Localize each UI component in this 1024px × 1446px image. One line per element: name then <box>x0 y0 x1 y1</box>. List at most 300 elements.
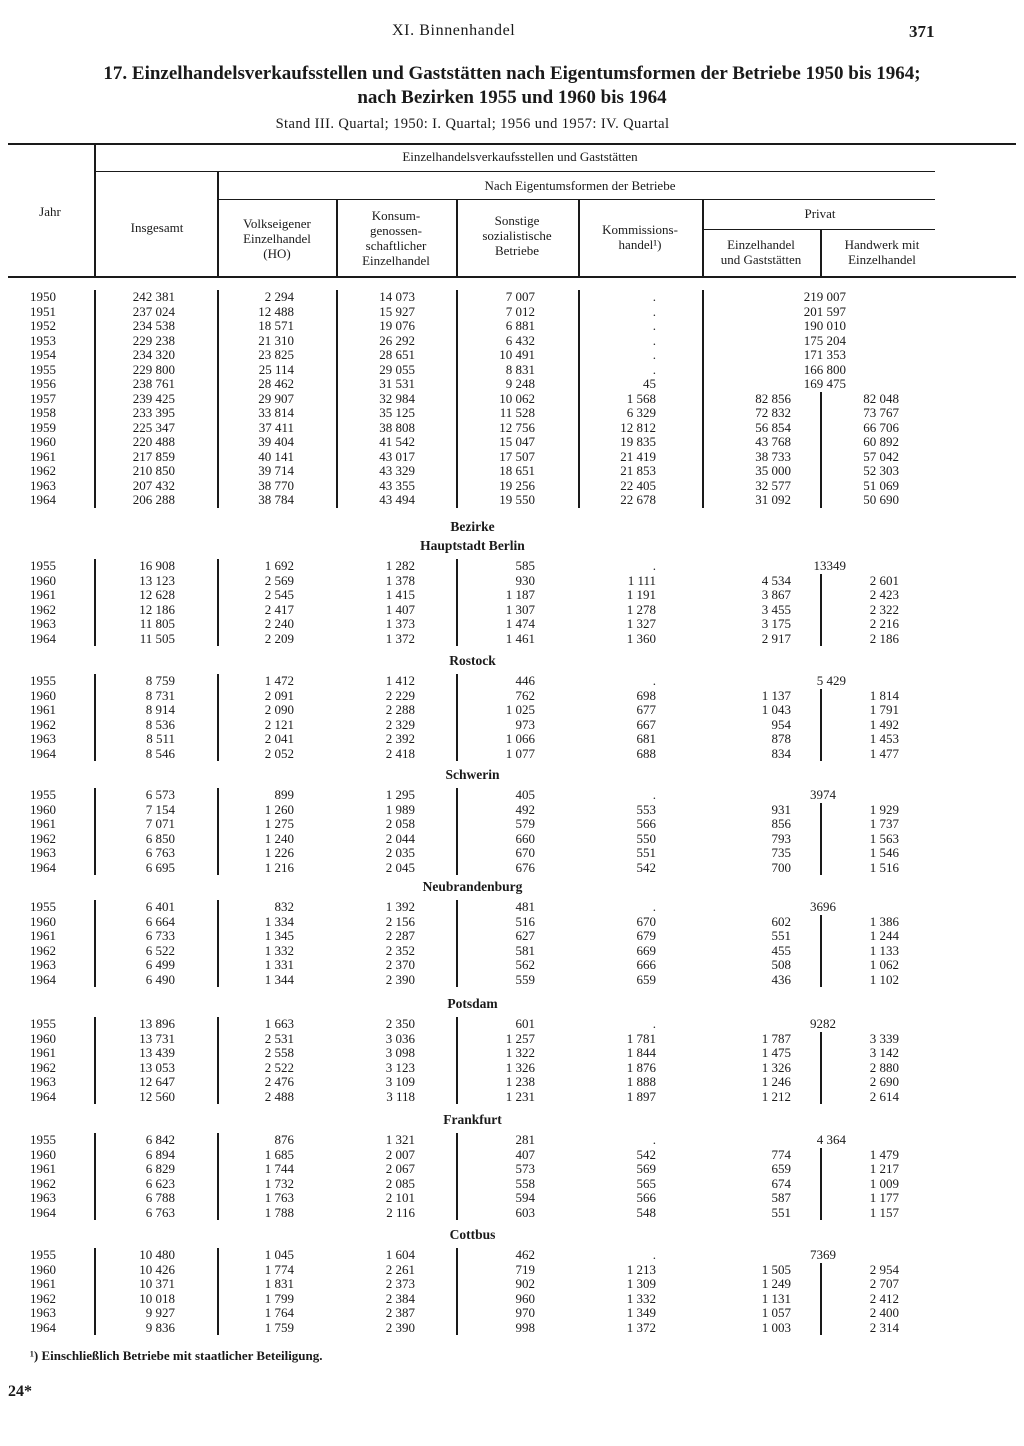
konsum-cell: 1 989 <box>385 801 415 817</box>
einzelhandel-cell: 659 <box>771 1161 791 1176</box>
ho-cell: 2 294 <box>264 289 294 304</box>
sonstige-cell: 407 <box>515 1146 535 1162</box>
sonstige-cell: 1 307 <box>505 601 535 617</box>
ho-cell: 1 831 <box>264 1276 294 1291</box>
table-row <box>0 377 1024 392</box>
table-title-line-1: 17. Einzelhandelsverkaufsstellen und Gaststätten nach Eigentumsformen der Betriebe 1950 bis 1964; <box>103 63 921 84</box>
col-rule-insgesamt <box>217 290 219 508</box>
konsum-cell: 1 282 <box>385 558 415 573</box>
year-cell: 1960 <box>30 687 56 703</box>
year-cell: 1964 <box>30 492 56 507</box>
insgesamt-cell: 10 426 <box>139 1261 175 1277</box>
table-row <box>0 348 1024 363</box>
handwerk-cell: 73 767 <box>863 405 899 420</box>
handwerk-cell: 2 614 <box>869 1088 899 1104</box>
kommission-cell: 1 349 <box>626 1305 656 1320</box>
privat-total-cell: 13349 <box>813 558 846 573</box>
konsum-cell: 43 355 <box>379 477 415 493</box>
year-cell: 1958 <box>30 405 56 420</box>
table-row <box>0 788 1024 803</box>
table-row <box>0 363 1024 378</box>
year-cell: 1960 <box>30 1261 56 1277</box>
insgesamt-cell: 6 842 <box>145 1132 175 1147</box>
insgesamt-cell: 10 480 <box>139 1247 175 1262</box>
privat-total-cell: 3696 <box>810 899 836 914</box>
einzelhandel-cell: 3 175 <box>761 616 791 631</box>
ho-cell: 23 825 <box>258 347 294 362</box>
ho-cell: 1 331 <box>264 957 294 972</box>
main-group-rule <box>95 171 935 172</box>
einzelhandel-cell: 38 733 <box>755 448 791 464</box>
handwerk-cell: 2 423 <box>869 587 899 602</box>
kommission-cell: 1 781 <box>626 1030 656 1046</box>
chapter-title: XI. Binnenhandel <box>392 22 516 39</box>
privat-total-cell: 7369 <box>810 1247 836 1262</box>
ho-cell: 1 344 <box>264 971 294 987</box>
year-cell: 1950 <box>30 289 56 304</box>
handwerk-cell: 2 880 <box>869 1059 899 1075</box>
year-cell: 1962 <box>30 830 56 846</box>
handwerk-cell: 60 892 <box>863 434 899 449</box>
handwerk-cell: 1 009 <box>869 1175 899 1191</box>
handwerk-cell: 2 322 <box>869 601 899 617</box>
footnote: ¹) Einschließlich Betriebe mit staatlicher Beteiligung. <box>30 1348 323 1363</box>
konsum-cell: 3 036 <box>385 1030 415 1046</box>
col-rule-ho <box>336 290 338 508</box>
year-cell: 1964 <box>30 745 56 761</box>
header-privat: Privat <box>804 206 836 221</box>
sonstige-cell: 559 <box>515 971 535 987</box>
konsum-cell: 2 085 <box>385 1175 415 1191</box>
insgesamt-cell: 13 439 <box>139 1045 175 1060</box>
year-cell: 1961 <box>30 702 56 717</box>
sonstige-cell: 7 007 <box>505 289 535 304</box>
kommission-cell: 1 278 <box>626 601 656 617</box>
einzelhandel-cell: 954 <box>771 716 791 732</box>
privat-total-cell: 175 204 <box>803 332 846 348</box>
handwerk-cell: 3 339 <box>869 1030 899 1046</box>
insgesamt-cell: 6 763 <box>145 1204 175 1220</box>
insgesamt-cell: 13 053 <box>139 1059 175 1075</box>
col-rule-kommission <box>702 290 704 508</box>
insgesamt-cell: 8 546 <box>145 745 175 761</box>
einzelhandel-cell: 436 <box>771 971 791 987</box>
handwerk-cell: 51 069 <box>863 477 899 493</box>
konsum-cell: 1 372 <box>385 630 415 646</box>
year-cell: 1963 <box>30 1190 56 1205</box>
header-nach-eigentumsformen: Nach Eigentumsformen der Betriebe <box>484 178 676 193</box>
table-row <box>0 900 1024 915</box>
ho-cell: 2 417 <box>264 601 294 617</box>
handwerk-cell: 1 737 <box>869 816 899 831</box>
col-rule <box>217 674 219 761</box>
insgesamt-cell: 16 908 <box>139 558 175 573</box>
table-row <box>0 747 1024 762</box>
einzelhandel-cell: 1 137 <box>761 687 791 703</box>
insgesamt-cell: 242 381 <box>132 289 175 304</box>
einzelhandel-cell: 3 867 <box>761 587 791 602</box>
eigentum-group-rule <box>218 199 935 200</box>
einzelhandel-cell: 3 455 <box>761 601 791 617</box>
kommission-cell: . <box>652 899 656 914</box>
ho-cell: 39 404 <box>258 434 294 449</box>
year-cell: 1964 <box>30 630 56 646</box>
insgesamt-cell: 6 401 <box>145 899 175 914</box>
handwerk-cell: 2 707 <box>869 1276 899 1291</box>
sonstige-cell: 9 248 <box>505 376 535 391</box>
einzelhandel-cell: 82 856 <box>755 390 791 406</box>
insgesamt-cell: 233 395 <box>132 405 175 420</box>
ho-cell: 1 763 <box>264 1190 294 1205</box>
einzelhandel-cell: 31 092 <box>755 492 791 507</box>
privat-total-cell: 9282 <box>810 1016 836 1031</box>
einzelhandel-cell: 1 505 <box>761 1261 791 1277</box>
kommission-cell: . <box>652 347 656 362</box>
insgesamt-cell: 6 695 <box>145 859 175 875</box>
table-row <box>0 1177 1024 1192</box>
insgesamt-cell: 12 628 <box>139 587 175 602</box>
table-row <box>0 406 1024 421</box>
table-row <box>0 703 1024 718</box>
table-row <box>0 1263 1024 1278</box>
konsum-cell: 1 604 <box>385 1247 415 1262</box>
year-cell: 1963 <box>30 1074 56 1089</box>
sonstige-cell: 446 <box>515 673 535 688</box>
header-insgesamt: Insgesamt <box>130 220 184 235</box>
district-name: Frankfurt <box>443 1112 502 1127</box>
einzelhandel-cell: 793 <box>771 830 791 846</box>
sonstige-cell: 18 651 <box>499 463 535 478</box>
konsum-cell: 2 390 <box>385 1319 415 1335</box>
kommission-cell: . <box>652 303 656 319</box>
ho-cell: 1 685 <box>264 1146 294 1162</box>
sonstige-cell: 19 256 <box>499 477 535 493</box>
sonstige-cell: 405 <box>515 787 535 802</box>
year-cell: 1961 <box>30 1276 56 1291</box>
table-row <box>0 1162 1024 1177</box>
insgesamt-cell: 239 425 <box>132 390 175 406</box>
handwerk-cell: 2 954 <box>869 1261 899 1277</box>
year-cell: 1963 <box>30 845 56 860</box>
insgesamt-cell: 6 490 <box>145 971 175 987</box>
ho-cell: 2 052 <box>264 745 294 761</box>
insgesamt-cell: 12 186 <box>139 601 175 617</box>
year-cell: 1962 <box>30 942 56 958</box>
sonstige-cell: 281 <box>515 1132 535 1147</box>
kommission-cell: 19 835 <box>620 434 656 449</box>
sonstige-cell: 719 <box>515 1261 535 1277</box>
konsum-cell: 1 412 <box>385 673 415 688</box>
handwerk-cell: 2 400 <box>869 1305 899 1320</box>
year-cell: 1954 <box>30 347 56 362</box>
ho-cell: 1 240 <box>264 830 294 846</box>
insgesamt-cell: 8 731 <box>145 687 175 703</box>
header-sep-insgesamt <box>217 171 219 276</box>
ho-cell: 1 764 <box>264 1305 294 1320</box>
sonstige-cell: 970 <box>515 1305 535 1320</box>
handwerk-cell: 1 791 <box>869 702 899 717</box>
einzelhandel-cell: 2 917 <box>761 630 791 646</box>
sonstige-cell: 998 <box>515 1319 535 1335</box>
insgesamt-cell: 210 850 <box>132 463 175 478</box>
col-rule <box>217 900 219 987</box>
sonstige-cell: 11 528 <box>499 405 535 420</box>
sonstige-cell: 562 <box>515 957 535 972</box>
einzelhandel-cell: 602 <box>771 913 791 929</box>
table-row <box>0 588 1024 603</box>
table-row <box>0 1046 1024 1061</box>
kommission-cell: 565 <box>636 1175 656 1191</box>
sonstige-cell: 8 831 <box>505 361 535 377</box>
year-cell: 1962 <box>30 1059 56 1075</box>
insgesamt-cell: 207 432 <box>132 477 175 493</box>
table-row <box>0 1061 1024 1076</box>
kommission-cell: 688 <box>636 745 656 761</box>
einzelhandel-cell: 455 <box>771 942 791 958</box>
konsum-cell: 2 392 <box>385 731 415 746</box>
year-cell: 1952 <box>30 318 56 333</box>
header-sonstige: Sonstige sozialistische Betriebe <box>482 213 552 258</box>
kommission-cell: 681 <box>636 731 656 746</box>
privat-total-cell: 3974 <box>810 787 836 802</box>
konsum-cell: 2 288 <box>385 702 415 717</box>
table-row <box>0 832 1024 847</box>
ho-cell: 832 <box>274 899 294 914</box>
handwerk-cell: 2 186 <box>869 630 899 646</box>
table-row <box>0 1133 1024 1148</box>
handwerk-cell: 1 814 <box>869 687 899 703</box>
ho-cell: 2 531 <box>264 1030 294 1046</box>
ho-cell: 1 260 <box>264 801 294 817</box>
kommission-cell: 551 <box>636 845 656 860</box>
konsum-cell: 2 067 <box>385 1161 415 1176</box>
sonstige-cell: 492 <box>515 801 535 817</box>
district-name: Potsdam <box>447 996 498 1011</box>
konsum-cell: 2 058 <box>385 816 415 831</box>
col-rule <box>94 1133 96 1220</box>
ho-cell: 40 141 <box>258 448 294 464</box>
konsum-cell: 1 373 <box>385 616 415 631</box>
year-cell: 1962 <box>30 1290 56 1306</box>
kommission-cell: 1 191 <box>626 587 656 602</box>
kommission-cell: 659 <box>636 971 656 987</box>
year-cell: 1961 <box>30 928 56 943</box>
insgesamt-cell: 229 238 <box>132 332 175 348</box>
ho-cell: 2 522 <box>264 1059 294 1075</box>
header-jahr: Jahr <box>39 204 61 219</box>
insgesamt-cell: 11 505 <box>139 630 175 646</box>
einzelhandel-cell: 674 <box>771 1175 791 1191</box>
kommission-cell: 1 360 <box>626 630 656 646</box>
konsum-cell: 2 101 <box>385 1190 415 1205</box>
header-top-rule <box>8 143 1016 145</box>
konsum-cell: 2 373 <box>385 1276 415 1291</box>
konsum-cell: 3 123 <box>385 1059 415 1075</box>
year-cell: 1959 <box>30 419 56 435</box>
ho-cell: 2 545 <box>264 587 294 602</box>
running-head <box>0 22 1024 46</box>
table-row <box>0 958 1024 973</box>
handwerk-cell: 1 244 <box>869 928 899 943</box>
konsum-cell: 2 261 <box>385 1261 415 1277</box>
kommission-cell: 666 <box>636 957 656 972</box>
sonstige-cell: 19 550 <box>499 492 535 507</box>
col-rule <box>94 674 96 761</box>
insgesamt-cell: 217 859 <box>132 448 175 464</box>
insgesamt-cell: 10 018 <box>139 1290 175 1306</box>
table-row <box>0 1248 1024 1263</box>
konsum-cell: 2 116 <box>386 1204 415 1220</box>
year-cell: 1960 <box>30 1146 56 1162</box>
kommission-cell: 550 <box>636 830 656 846</box>
year-cell: 1962 <box>30 1175 56 1191</box>
kommission-cell: 1 876 <box>626 1059 656 1075</box>
header-main: Einzelhandelsverkaufsstellen und Gaststätten <box>402 149 638 164</box>
kommission-cell: 1 888 <box>626 1074 656 1089</box>
year-cell: 1964 <box>30 971 56 987</box>
col-rule <box>456 900 458 987</box>
table-row <box>0 915 1024 930</box>
kommission-cell: 548 <box>636 1204 656 1220</box>
col-rule-sonstige <box>578 290 580 508</box>
insgesamt-cell: 6 850 <box>145 830 175 846</box>
ho-cell: 29 907 <box>258 390 294 406</box>
col-rule-konsum <box>456 290 458 508</box>
year-cell: 1961 <box>30 1045 56 1060</box>
kommission-cell: 21 419 <box>620 448 656 464</box>
sonstige-cell: 627 <box>515 928 535 943</box>
konsum-cell: 1 295 <box>385 787 415 802</box>
konsum-cell: 15 927 <box>379 303 415 319</box>
year-cell: 1960 <box>30 801 56 817</box>
year-cell: 1961 <box>30 448 56 464</box>
col-rule <box>94 900 96 987</box>
year-cell: 1962 <box>30 601 56 617</box>
col-rule-privat <box>820 689 822 762</box>
col-rule-privat <box>820 1263 822 1336</box>
sonstige-cell: 594 <box>515 1190 535 1205</box>
handwerk-cell: 1 563 <box>869 830 899 846</box>
einzelhandel-cell: 551 <box>771 1204 791 1220</box>
kommission-cell: . <box>652 1247 656 1262</box>
ho-cell: 33 814 <box>258 405 294 420</box>
insgesamt-cell: 13 731 <box>139 1030 175 1046</box>
year-cell: 1960 <box>30 1030 56 1046</box>
header-handwerk: Handwerk mit Einzelhandel <box>844 237 920 267</box>
year-cell: 1961 <box>30 1161 56 1176</box>
district-name: Cottbus <box>449 1227 496 1242</box>
konsum-cell: 2 390 <box>385 971 415 987</box>
insgesamt-cell: 11 805 <box>139 616 175 631</box>
year-cell: 1953 <box>30 332 56 348</box>
insgesamt-cell: 234 320 <box>132 347 175 362</box>
table-row <box>0 617 1024 632</box>
table-row <box>0 305 1024 320</box>
sonstige-cell: 1 257 <box>505 1030 535 1046</box>
einzelhandel-cell: 1 249 <box>761 1276 791 1291</box>
sonstige-cell: 902 <box>515 1276 535 1291</box>
konsum-cell: 1 392 <box>385 899 415 914</box>
handwerk-cell: 1 492 <box>869 716 899 732</box>
konsum-cell: 43 329 <box>379 463 415 478</box>
table-row <box>0 450 1024 465</box>
sonstige-cell: 1 231 <box>505 1088 535 1104</box>
konsum-cell: 3 118 <box>386 1088 415 1104</box>
ho-cell: 1 774 <box>264 1261 294 1277</box>
year-cell: 1963 <box>30 731 56 746</box>
table-row <box>0 944 1024 959</box>
ho-cell: 1 334 <box>264 913 294 929</box>
year-cell: 1955 <box>30 361 56 377</box>
ho-cell: 1 692 <box>264 558 294 573</box>
col-rule <box>217 1248 219 1335</box>
table-row <box>0 1306 1024 1321</box>
konsum-cell: 14 073 <box>379 289 415 304</box>
col-rule-jahr <box>94 290 96 508</box>
col-rule <box>456 1248 458 1335</box>
table-row <box>0 718 1024 733</box>
header-volkseigener: Volkseigener Einzelhandel (HO) <box>243 216 311 261</box>
ho-cell: 2 090 <box>264 702 294 717</box>
table-row <box>0 421 1024 436</box>
konsum-cell: 2 370 <box>385 957 415 972</box>
privat-total-cell: 4 364 <box>816 1132 846 1147</box>
sonstige-cell: 15 047 <box>499 434 535 449</box>
handwerk-cell: 52 303 <box>863 463 899 478</box>
kommission-cell: 1 213 <box>626 1261 656 1277</box>
konsum-cell: 1 321 <box>385 1132 415 1147</box>
ho-cell: 1 759 <box>264 1319 294 1335</box>
year-cell: 1955 <box>30 673 56 688</box>
handwerk-cell: 82 048 <box>863 390 899 406</box>
insgesamt-cell: 7 154 <box>145 801 175 817</box>
ho-cell: 25 114 <box>258 361 294 377</box>
year-cell: 1964 <box>30 859 56 875</box>
sonstige-cell: 930 <box>515 572 535 588</box>
handwerk-cell: 2 216 <box>869 616 899 631</box>
konsum-cell: 2 229 <box>385 687 415 703</box>
insgesamt-cell: 6 829 <box>145 1161 175 1176</box>
table-row <box>0 803 1024 818</box>
konsum-cell: 2 352 <box>385 942 415 958</box>
kommission-cell: 542 <box>636 1146 656 1162</box>
privat-total-cell: 169 475 <box>803 376 846 391</box>
kommission-cell: 22 405 <box>620 477 656 493</box>
table-row <box>0 574 1024 589</box>
header-sep-jahr <box>94 143 96 276</box>
kommission-cell: 12 812 <box>620 419 656 435</box>
table-subtitle: Stand III. Quartal; 1950: I. Quartal; 1956 und 1957: IV. Quartal <box>275 116 670 132</box>
handwerk-cell: 2 314 <box>869 1319 899 1335</box>
insgesamt-cell: 6 623 <box>145 1175 175 1191</box>
col-rule <box>217 1133 219 1220</box>
konsum-cell: 19 076 <box>379 318 415 333</box>
insgesamt-cell: 6 522 <box>145 942 175 958</box>
konsum-cell: 2 044 <box>385 830 415 846</box>
insgesamt-cell: 6 733 <box>145 928 175 943</box>
konsum-cell: 28 651 <box>379 347 415 362</box>
district-name: Schwerin <box>445 767 500 782</box>
sonstige-cell: 6 432 <box>505 332 535 348</box>
insgesamt-cell: 234 538 <box>132 318 175 333</box>
table-row <box>0 846 1024 861</box>
handwerk-cell: 66 706 <box>863 419 899 435</box>
einzelhandel-cell: 43 768 <box>755 434 791 449</box>
handwerk-cell: 1 479 <box>869 1146 899 1162</box>
signature-mark: 24* <box>8 1383 32 1400</box>
privat-total-cell: 201 597 <box>803 303 846 319</box>
table-row <box>0 861 1024 876</box>
